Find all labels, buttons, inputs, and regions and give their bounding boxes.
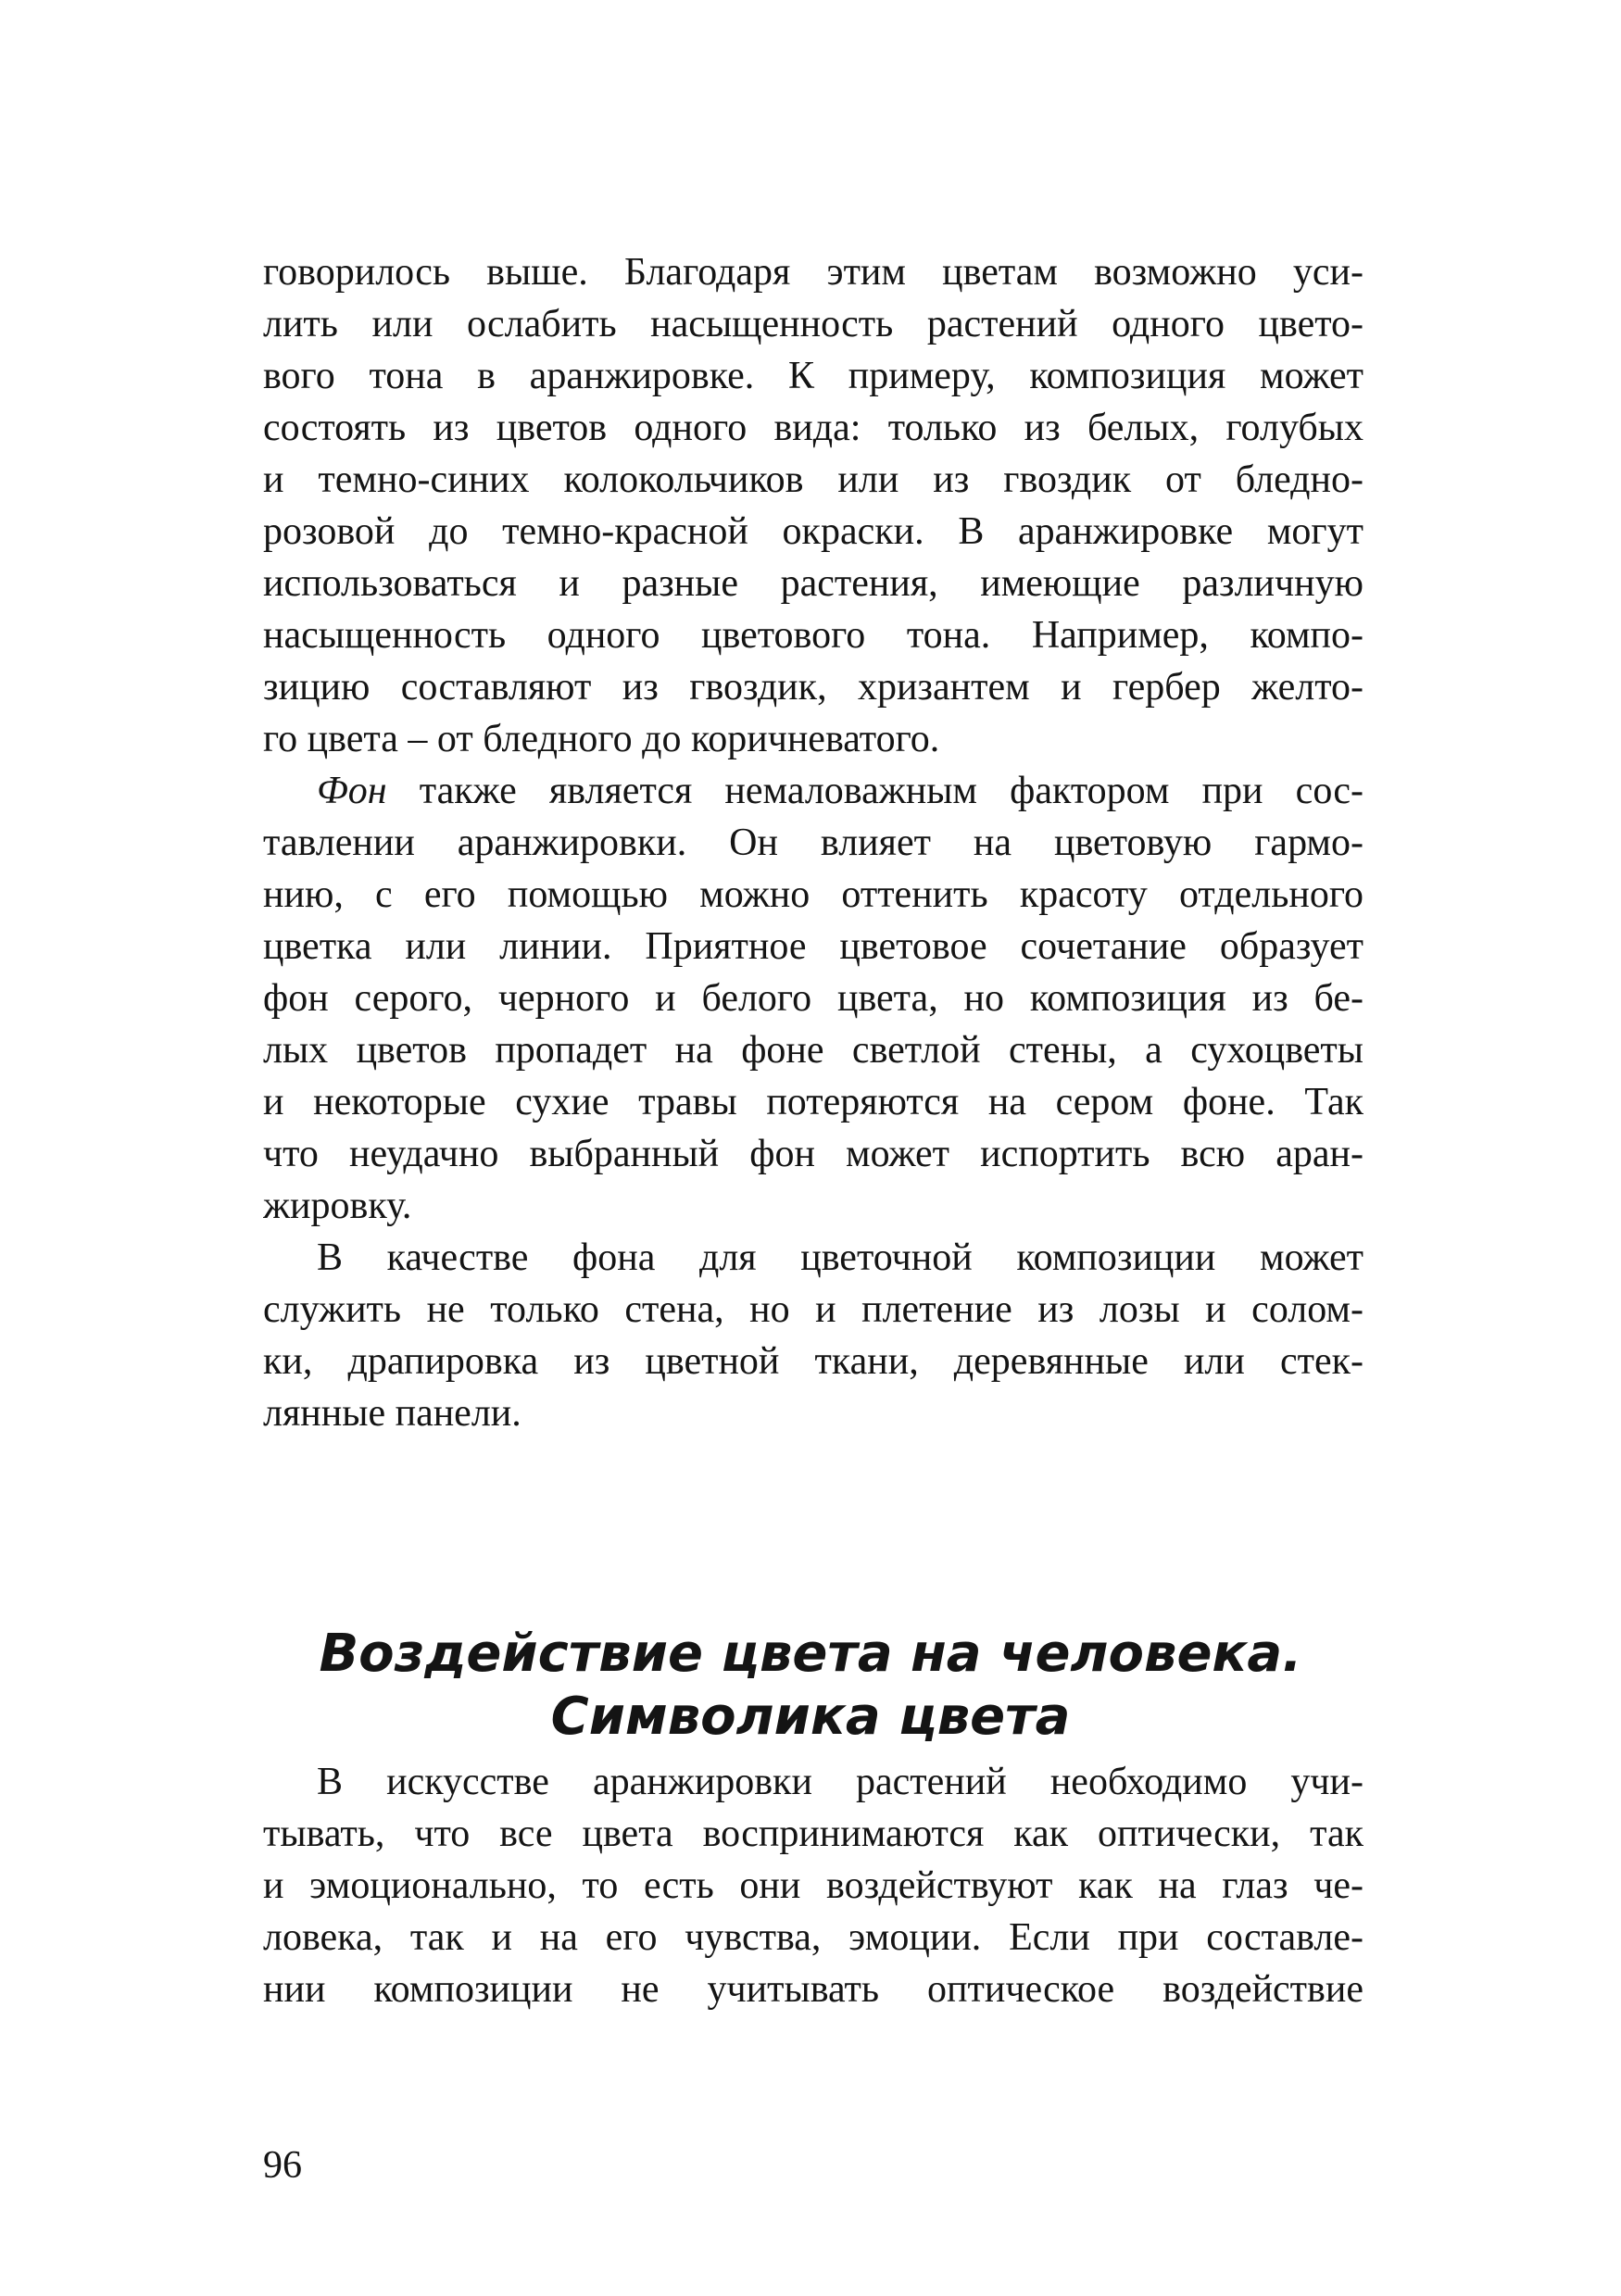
text-line: насыщенность одного цветового тона. Например, компо- (263, 614, 1363, 657)
text-line: зицию составляют из гвоздик, хризантем и гербер желто- (263, 666, 1363, 709)
text-line: фон серого, черного и белого цвета, но композиция из бе- (263, 977, 1363, 1020)
italic-term: Фон (317, 770, 387, 812)
text-line: что неудачно выбранный фон может испортить всю аран- (263, 1133, 1363, 1175)
section-heading (185, 1623, 1436, 1749)
text-line: тывать, что все цвета воспринимаются как оптически, так (263, 1813, 1363, 1855)
text-line: говорилось выше. Благодаря этим цветам возможно уси- (263, 251, 1363, 294)
text-line: В качестве фона для цветочной композиции может (317, 1236, 1363, 1279)
text-line: и эмоционально, то есть они воздействуют как на глаз че- (263, 1864, 1363, 1907)
text-line: вого тона в аранжировке. К примеру, композиция может (263, 355, 1363, 397)
text-fragment: также является немаловажным фактором при сос- (386, 770, 1363, 812)
text-line: розовой до темно-красной окраски. В аранжировке могут (263, 510, 1363, 553)
text-line: использоваться и разные растения, имеющие различную (263, 562, 1363, 605)
text-line: и некоторые сухие травы потеряются на сером фоне. Так (263, 1081, 1363, 1123)
page-number: 96 (263, 2144, 302, 2187)
text-line: нию, с его помощью можно оттенить красоту отдельного (263, 873, 1363, 916)
text-line: го цвета – от бледного до коричневатого. (263, 718, 940, 760)
heading-line: Воздействие цвета на человека. (319, 1624, 1302, 1685)
text-line: В искусстве аранжировки растений необходимо учи- (317, 1761, 1363, 1803)
text-line: лить или ослабить насыщенность растений одного цвето- (263, 303, 1363, 345)
text-line: служить не только стена, но и плетение из лозы и солом- (263, 1288, 1363, 1331)
text-line: нии композиции не учитывать оптическое воздействие (263, 1968, 1363, 2011)
text-line: цветка или линии. Приятное цветовое сочетание образует (263, 925, 1363, 968)
text-line: жировку. (263, 1185, 412, 1227)
text-line: тавлении аранжировки. Он влияет на цветовую гармо- (263, 822, 1363, 864)
text-line: состоять из цветов одного вида: только из белых, голубых (263, 407, 1363, 449)
text-line: лых цветов пропадет на фоне светлой стены, а сухоцветы (263, 1029, 1363, 1072)
text-line: ловека, так и на его чувства, эмоции. Если при составле- (263, 1916, 1363, 1959)
paragraph-bottom (263, 1756, 1363, 2015)
text-line (263, 765, 1363, 817)
text-line: лянные панели. (263, 1392, 521, 1435)
paragraph-top-1 (263, 246, 1363, 1439)
heading-line: Символика цвета (550, 1687, 1071, 1748)
text-line: и темно-синих колокольчиков или из гвоздик от бледно- (263, 458, 1363, 501)
text-line: ки, драпировка из цветной ткани, деревянные или стек- (263, 1340, 1363, 1383)
